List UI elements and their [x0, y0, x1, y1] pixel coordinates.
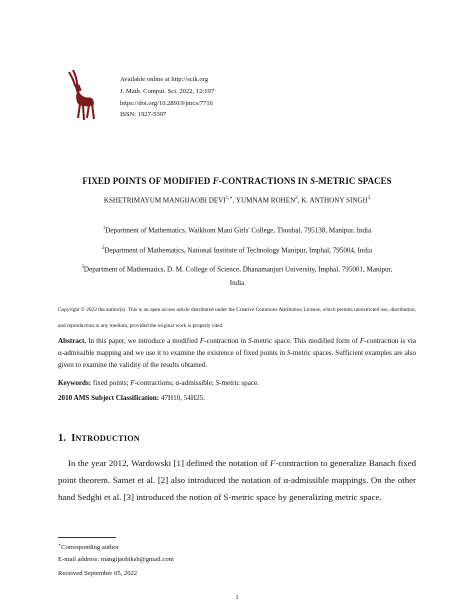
page-number: 1 — [235, 594, 239, 601]
publication-info — [120, 74, 214, 121]
affiliation-1: $^1$Department of Mathematics, Waikhom Mani Girls' College, Thoubal, 795138, Manipur, India — [102, 226, 372, 235]
author-1: KSHETRIMAYUM MANGIJAOBI DEVI — [103, 196, 226, 205]
keywords: Keywords: fixed points; F-contractions; α-admissible; S-metric space. — [58, 379, 259, 387]
affiliation-3: $^3$Department of Mathematics, D. M. College of Science, Dhanamanjuri University, Imphal, 795001, Manipur, — [81, 265, 393, 274]
email-address: E-mail address: mangijaobiksh@gmail.com — [58, 556, 174, 563]
citation-line: J. Math. Comput. Sci. 2022, 12:197 — [120, 87, 215, 95]
doi-link[interactable]: https://doi.org/10.28919/jmcs/7716 — [120, 99, 213, 107]
copyright-notice: Copyright © 2022 the author(s). This is an open access article distributed under the Creative Commons Attribution License, which permits unrestricted use, distribution, and reproduction in any medium, provided the original work is properly cited. — [58, 307, 416, 329]
intro-paragraph: In the year 2012, Wardowski [1] defined the notation of F-contraction to generalize Banach fixed point theorem. Samet et al. [2] also introduced the notation of α-admissible mappings. On the other hand Sedghi et al. [3] introduced the notion of S-metric space by generalizing metric space. — [58, 458, 416, 502]
issn-line: ISSN: 1927-5307 — [120, 111, 167, 119]
footnote-rule — [58, 537, 116, 538]
section-heading: 1. INTRODUCTION — [58, 433, 140, 444]
paper-title: FIXED POINTS OF MODIFIED F-CONTRACTIONS IN S-METRIC SPACES — [82, 176, 392, 186]
gazelle-logo-icon — [60, 68, 98, 124]
affiliation-3-continued: India — [229, 279, 245, 287]
received-date: Received September 05, 2022 — [58, 570, 138, 577]
corresponding-author-note: ∗Corresponding author — [58, 542, 119, 552]
abstract: Abstract. In this paper, we introduce a modified F-contraction in S-metric space. This modified form of F-contraction is via α-admissible mapping and we use it to examine the existence of fixed points in S-metric spaces. Sufficient examples are also given to examine the validity of the results obtained. — [58, 337, 416, 370]
ams-classification: 2010 AMS Subject Classification: 47H10, 54H25. — [58, 394, 205, 402]
availability-line: Available online at http://scik.org — [120, 76, 209, 83]
author-3: , K. ANTHONY SINGH — [297, 196, 368, 205]
author-list: KSHETRIMAYUM MANGIJAOBI $DEVI^{1,∗}$, YUMNAM ROHEN$^2$, K. ANTHONY SINGH$^3$ — [103, 196, 371, 205]
affiliation-2: $^2$Department of Mathematics, National Institute of Technology Manipur, Imphal, 795004, India — [101, 246, 373, 255]
author-2: , YUMNAM ROHEN — [232, 196, 296, 205]
